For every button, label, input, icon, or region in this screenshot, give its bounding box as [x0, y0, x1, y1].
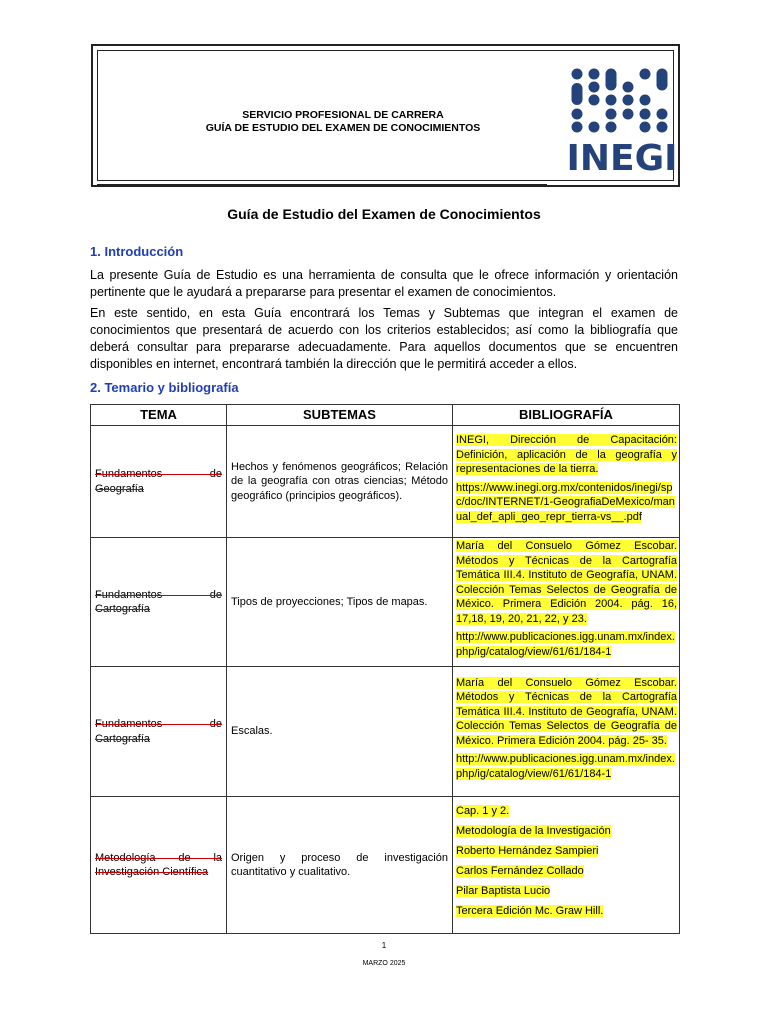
header-tema: TEMA — [91, 405, 227, 426]
table-header-row — [91, 405, 680, 426]
footer-date: MARZO 2025 — [362, 960, 406, 967]
page-number: 1 — [381, 941, 387, 950]
table-row — [91, 426, 680, 538]
inegi-dots-icon — [564, 65, 680, 139]
table-row — [91, 667, 680, 797]
header-line-1: SERVICIO PROFESIONAL DE CARRERA — [242, 109, 444, 121]
tema-cell — [91, 797, 227, 934]
bibliografia-cell — [453, 797, 680, 934]
subtemas-cell: Escalas. — [227, 667, 453, 797]
bib-reference: INEGI, Dirección de Capacitación: Definición, aplicación de la geografía y representaciones de la tierra. — [456, 434, 677, 475]
bib-reference: María del Consuelo Gómez Escobar. Métodos y Técnicas de la Cartografía Temática III.4. Instituto de Geografía, UNAM. Colección Temas Selectos de Geografía de México. Primera Edición 2004. pág. 16, 17,18, 19, 20, 21, 22, y 23. — [456, 540, 677, 625]
subtemas-cell: Hechos y fenómenos geográficos; Relación de la geografía con otras ciencias; Método geográfico (principios geográficos). — [227, 426, 453, 538]
header-subtemas: SUBTEMAS — [227, 405, 453, 426]
bib-link[interactable]: http://www.publicaciones.igg.unam.mx/index.php/ig/catalog/view/61/61/184-1 — [456, 753, 675, 780]
intro-paragraph-2: En este sentido, en esta Guía encontrará los Temas y Subtemas que integran el examen de conocimientos que presentará de acuerdo con los criterios establecidos; así como la bibliografía que deberá consultar para prepararse adecuadamente. Para aquellos documentos que se encuentren disponibles en internet, encontrará también la dirección que le permitirá acceder a ellos. — [90, 306, 678, 371]
tema-text-a: Fundamentos de — [95, 588, 222, 601]
bib-list-item: Metodología de la Investigación — [456, 825, 611, 837]
bib-list-item: Carlos Fernández Collado — [456, 865, 584, 877]
tema-cell — [91, 667, 227, 797]
header-bibliografia: BIBLIOGRAFÍA — [453, 405, 680, 426]
bib-reference: María del Consuelo Gómez Escobar. Métodos y Técnicas de la Cartografía Temática III.4. Instituto de Geografía, UNAM. Colección Temas Selectos de Geografía de México. Primera Edición 2004. pág. 25- 35. — [456, 676, 677, 747]
header-inner-frame — [97, 50, 678, 181]
bibliografia-cell — [453, 538, 680, 667]
inegi-logo-text: INEGI — [566, 138, 678, 179]
bib-link[interactable]: https://www.inegi.org.mx/contenidos/inegi/spc/doc/INTERNET/1-GeografiaDeMexico/manual_def_apli_geo_repr_tierra-vs__.pdf — [456, 481, 675, 523]
temario-table — [90, 404, 680, 934]
subtemas-cell: Origen y proceso de investigación cuantitativo y cualitativo. — [227, 797, 453, 934]
tema-text-a: Fundamentos de — [95, 468, 222, 480]
bibliografia-cell — [453, 667, 680, 797]
inegi-logo — [564, 65, 680, 183]
header-text — [158, 109, 528, 135]
bibliografia-cell — [453, 426, 680, 538]
subtemas-cell: Tipos de proyecciones; Tipos de mapas. — [227, 538, 453, 667]
temario-heading: 2. Temario y bibliografía — [90, 380, 239, 395]
tema-text-b: Cartografía — [95, 603, 151, 615]
tema-text-b: Geografía — [95, 482, 144, 495]
tema-cell — [91, 426, 227, 538]
header-box — [91, 44, 680, 187]
tema-text-a: Fundamentos de — [95, 718, 222, 730]
table-row — [91, 538, 680, 667]
tema-text-a: Metodología de la — [95, 851, 222, 864]
bib-list-item: Cap. 1 y 2. — [456, 805, 510, 817]
table-row — [91, 797, 680, 934]
bib-link[interactable]: http://www.publicaciones.igg.unam.mx/index.php/ig/catalog/view/61/61/184-1 — [456, 631, 675, 658]
header-line-2: GUÍA DE ESTUDIO DEL EXAMEN DE CONOCIMIENTOS — [205, 122, 481, 134]
document-title: Guía de Estudio del Examen de Conocimientos — [227, 206, 541, 222]
intro-paragraph-1: La presente Guía de Estudio es una herramienta de consulta que le ofrece información y orientación pertinente que le ayudará a prepararse para presentar el examen de conocimientos. — [90, 268, 678, 299]
tema-cell — [91, 538, 227, 667]
bib-list-item: Pilar Baptista Lucio — [456, 885, 551, 897]
intro-heading: 1. Introducción — [90, 244, 184, 259]
tema-text-b: Cartografía — [95, 732, 151, 745]
bib-list-item: Roberto Hernández Sampieri — [456, 845, 599, 857]
bib-list-item: Tercera Edición Mc. Graw Hill. — [456, 905, 604, 917]
tema-text-b: Investigación Científica — [95, 866, 209, 878]
bib-list — [456, 804, 677, 919]
header-underline — [97, 184, 547, 185]
